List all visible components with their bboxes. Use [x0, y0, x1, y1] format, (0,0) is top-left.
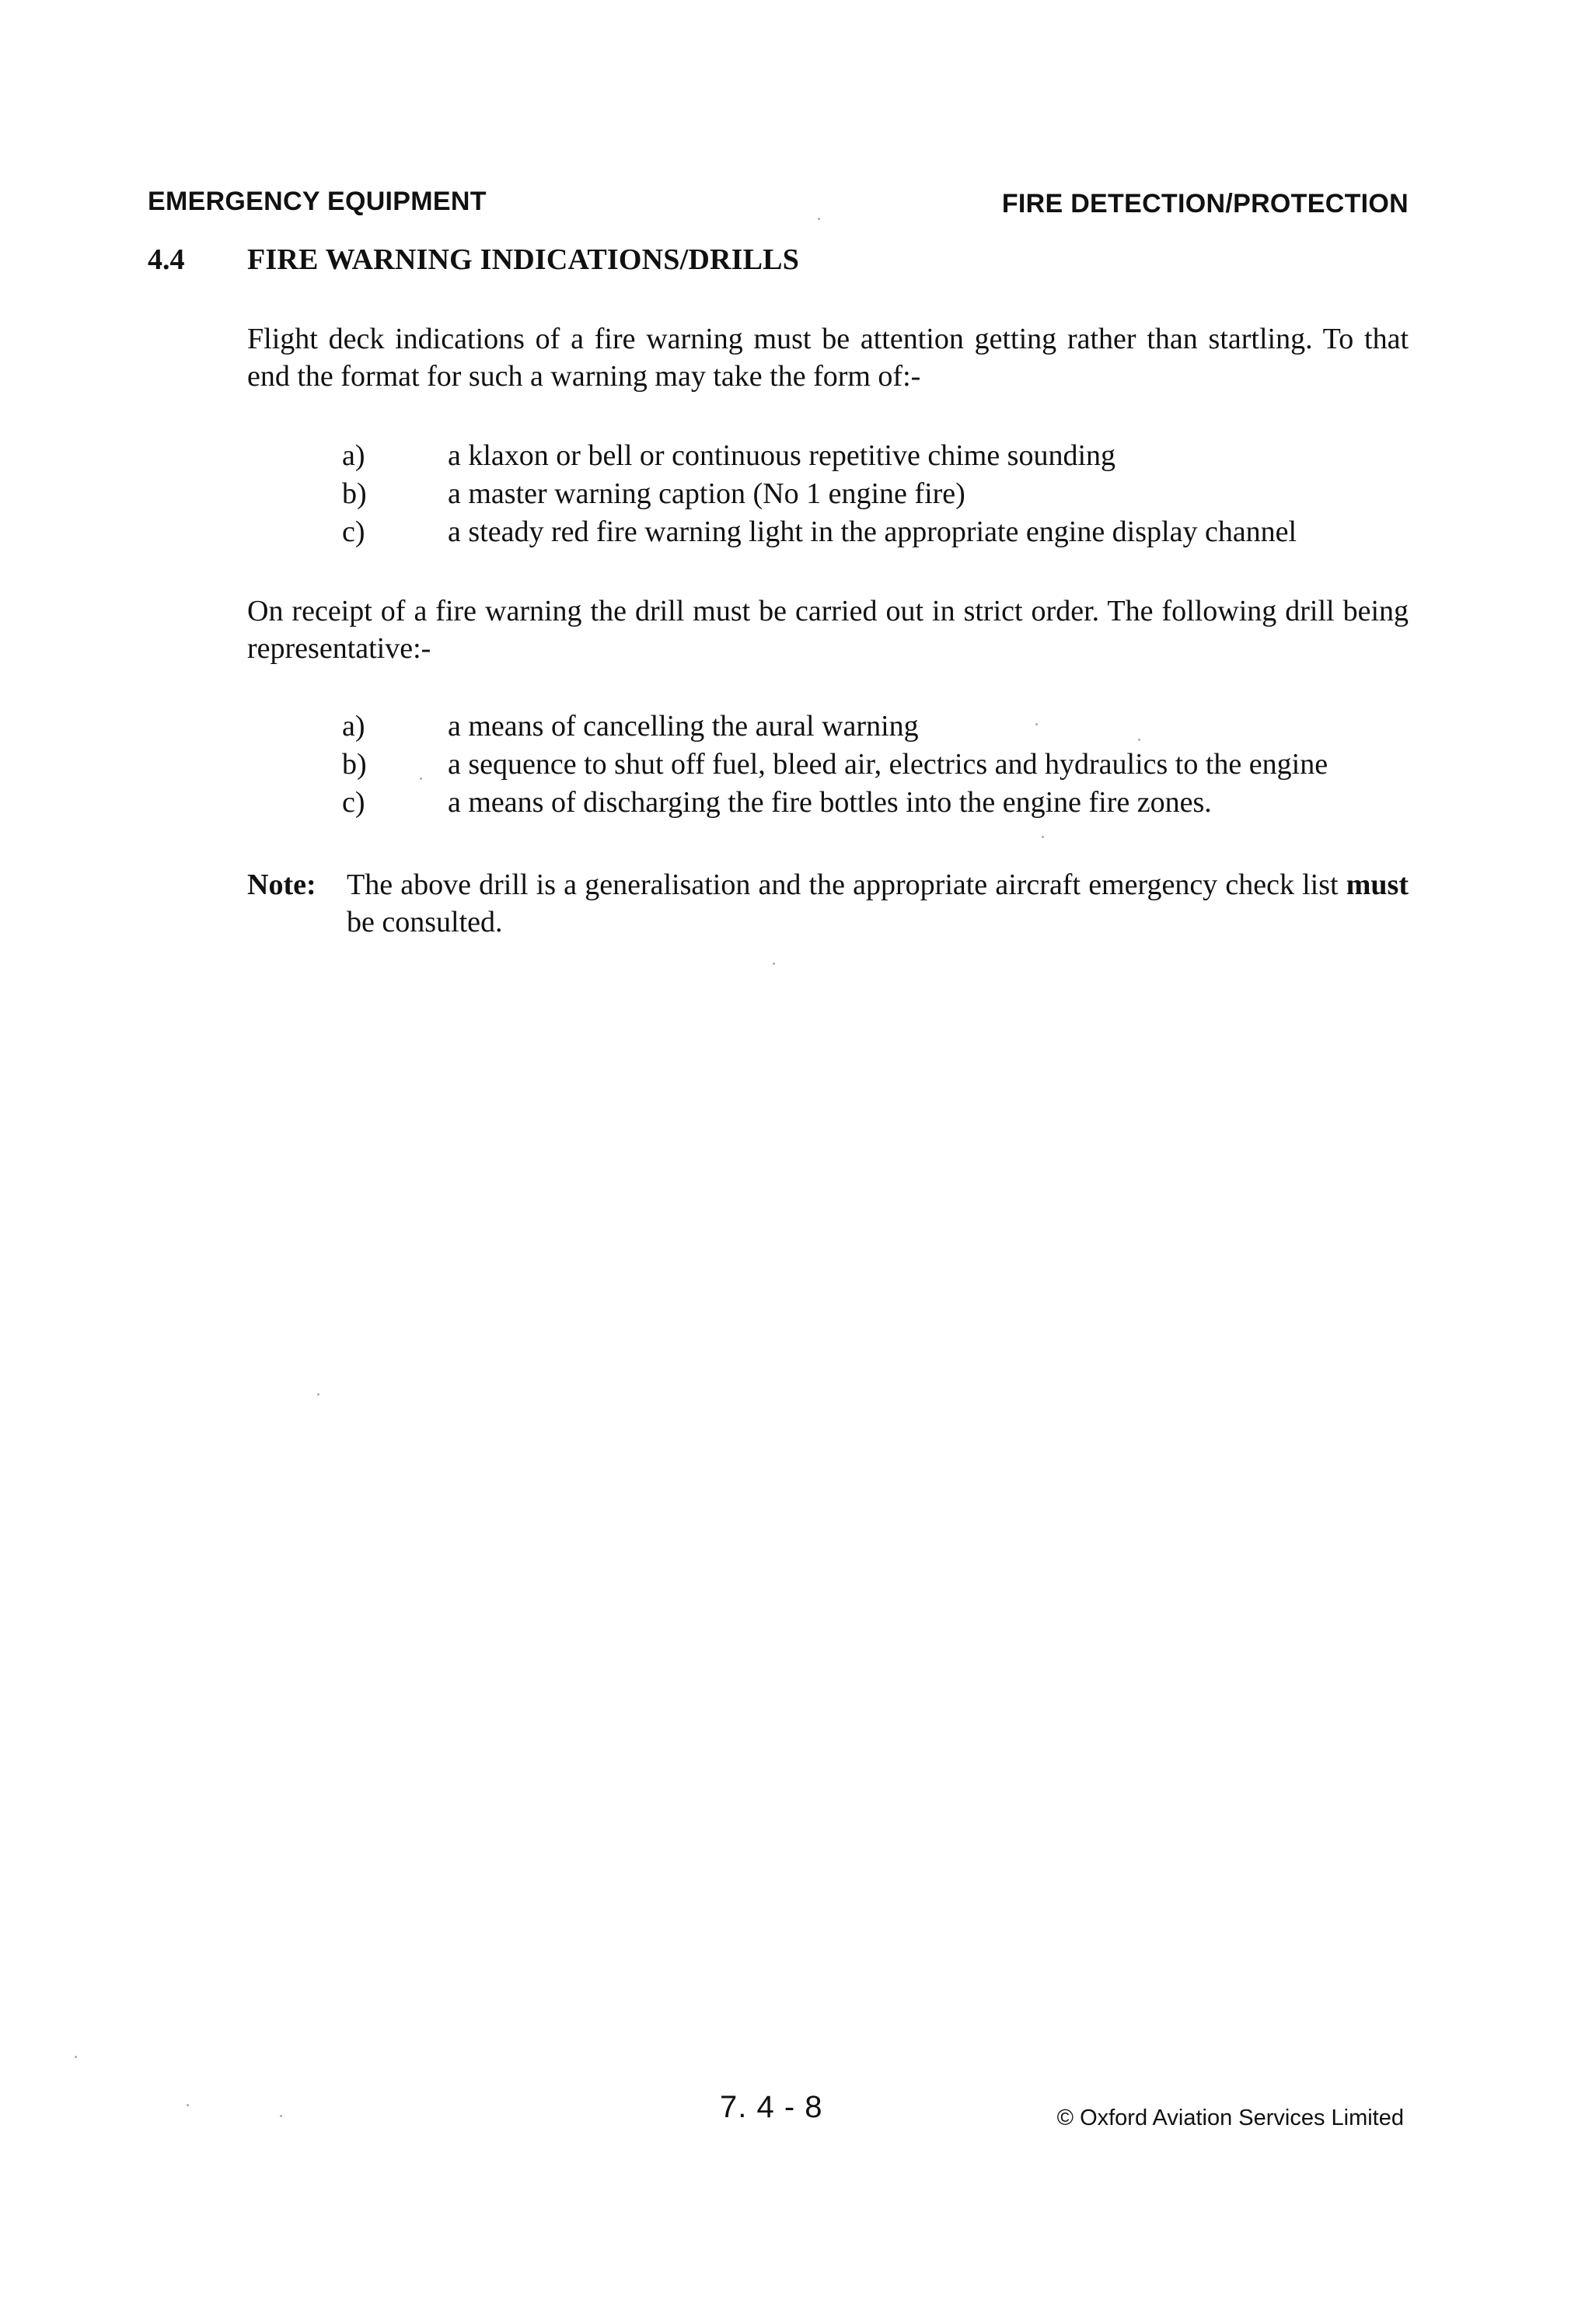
- list-item-text: a steady red fire warning light in the appropriate engine display channel: [448, 515, 1297, 548]
- list-marker: b): [342, 748, 367, 781]
- page-number: 7. 4 - 8: [720, 2090, 823, 2124]
- list-item-text: a master warning caption (No 1 engine fire): [448, 477, 965, 510]
- list-item-text: a sequence to shut off fuel, bleed air, electrics and hydraulics to the engine: [448, 748, 1328, 781]
- list-marker: a): [342, 710, 365, 743]
- section-title: FIRE WARNING INDICATIONS/DRILLS: [247, 243, 800, 276]
- list-item-text: a means of discharging the fire bottles into the engine fire zones.: [448, 786, 1212, 819]
- list-marker: c): [342, 786, 365, 819]
- running-header-left: EMERGENCY EQUIPMENT: [148, 187, 487, 216]
- drill-paragraph: On receipt of a fire warning the drill must be carried out in strict order. The following drill being representative:-: [247, 595, 1409, 665]
- scan-speck: [773, 963, 775, 965]
- copyright-notice: © Oxford Aviation Services Limited: [1056, 2106, 1404, 2130]
- scan-speck: [1042, 836, 1044, 838]
- note-emphasis: must: [1346, 868, 1409, 901]
- scan-speck: [187, 2104, 189, 2106]
- list-marker: b): [342, 477, 367, 510]
- list-marker: a): [342, 439, 365, 472]
- list-marker: c): [342, 515, 365, 548]
- note-text: [347, 866, 1409, 941]
- scan-speck: [818, 218, 820, 220]
- running-header-right: FIRE DETECTION/PROTECTION: [1001, 189, 1409, 218]
- scan-speck: [280, 2115, 282, 2117]
- scan-speck: [1138, 739, 1140, 741]
- list-item-text: a means of cancelling the aural warning: [448, 710, 919, 743]
- intro-paragraph: Flight deck indications of a fire warning must be attention getting rather than startling. To that end the format for such a warning may take the form of:-: [247, 323, 1409, 393]
- scan-speck: [420, 778, 422, 780]
- note-text-start: The above drill is a generalisation and the appropriate aircraft emergency check list: [347, 868, 1346, 901]
- note-label: Note:: [247, 868, 316, 901]
- list-item-text: a klaxon or bell or continuous repetitive chime sounding: [448, 439, 1116, 472]
- scan-speck: [1035, 723, 1038, 725]
- section-number: 4.4: [148, 243, 185, 276]
- note-text-end: be consulted.: [347, 906, 503, 938]
- scan-speck: [317, 1393, 319, 1396]
- scan-speck: [75, 2056, 77, 2058]
